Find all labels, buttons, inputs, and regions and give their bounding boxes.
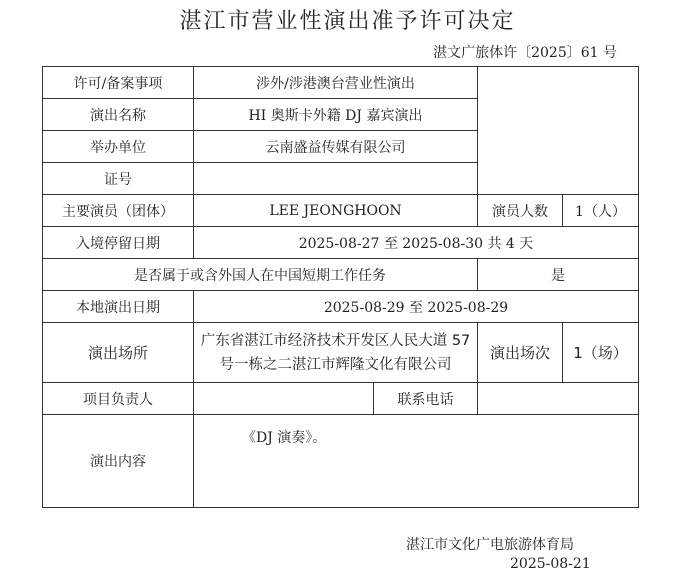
sessions-label: 演出场次 xyxy=(478,323,563,383)
issue-date: 2025-08-21 xyxy=(510,556,591,572)
document-number: 湛文广旅体许〔2025〕61 号 xyxy=(433,45,617,61)
permit-table xyxy=(42,66,639,508)
certificate-value xyxy=(194,163,478,195)
table-row xyxy=(43,415,639,508)
permit-item-label: 许可/备案事项 xyxy=(43,67,194,99)
phone-value xyxy=(478,383,639,415)
main-performer-value: LEE JEONGHOON xyxy=(194,195,478,227)
show-name-value: HI 奥斯卡外籍 DJ 嘉宾演出 xyxy=(194,99,478,131)
stay-dates-label: 入境停留日期 xyxy=(43,227,194,259)
short-term-work-label: 是否属于或含外国人在中国短期工作任务 xyxy=(43,259,478,291)
table-row xyxy=(43,383,639,415)
venue-label: 演出场所 xyxy=(43,323,194,383)
certificate-label: 证号 xyxy=(43,163,194,195)
local-dates-value: 2025-08-29 至 2025-08-29 xyxy=(194,291,639,323)
blank-side-cell xyxy=(478,67,639,195)
show-name-label: 演出名称 xyxy=(43,99,194,131)
local-dates-label: 本地演出日期 xyxy=(43,291,194,323)
document-title: 湛江市营业性演出准予许可决定 xyxy=(179,9,516,34)
permit-item-value: 涉外/涉港澳台营业性演出 xyxy=(194,67,478,99)
organizer-label: 举办单位 xyxy=(43,131,194,163)
venue-value: 广东省湛江市经济技术开发区人民大道 57 号一栋之二湛江市辉隆文化有限公司 xyxy=(194,323,478,383)
performer-count-value: 1（人） xyxy=(563,195,639,227)
project-lead-label: 项目负责人 xyxy=(43,383,194,415)
table-row xyxy=(43,291,639,323)
content-label: 演出内容 xyxy=(43,415,194,508)
table-row xyxy=(43,67,639,99)
short-term-work-value: 是 xyxy=(478,259,639,291)
performer-count-label: 演员人数 xyxy=(478,195,563,227)
content-value: 《DJ 演奏》。 xyxy=(194,415,639,508)
phone-label: 联系电话 xyxy=(374,383,478,415)
sessions-value: 1（场） xyxy=(563,323,639,383)
organizer-value: 云南盛益传媒有限公司 xyxy=(194,131,478,163)
stay-dates-value: 2025-08-27 至 2025-08-30 共 4 天 xyxy=(194,227,639,259)
project-lead-value xyxy=(194,383,374,415)
issuing-authority: 湛江市文化广电旅游体育局 xyxy=(406,537,574,553)
table-row xyxy=(43,259,639,291)
table-row xyxy=(43,323,639,383)
main-performer-label: 主要演员（团体） xyxy=(43,195,194,227)
table-row xyxy=(43,195,639,227)
table-row xyxy=(43,227,639,259)
